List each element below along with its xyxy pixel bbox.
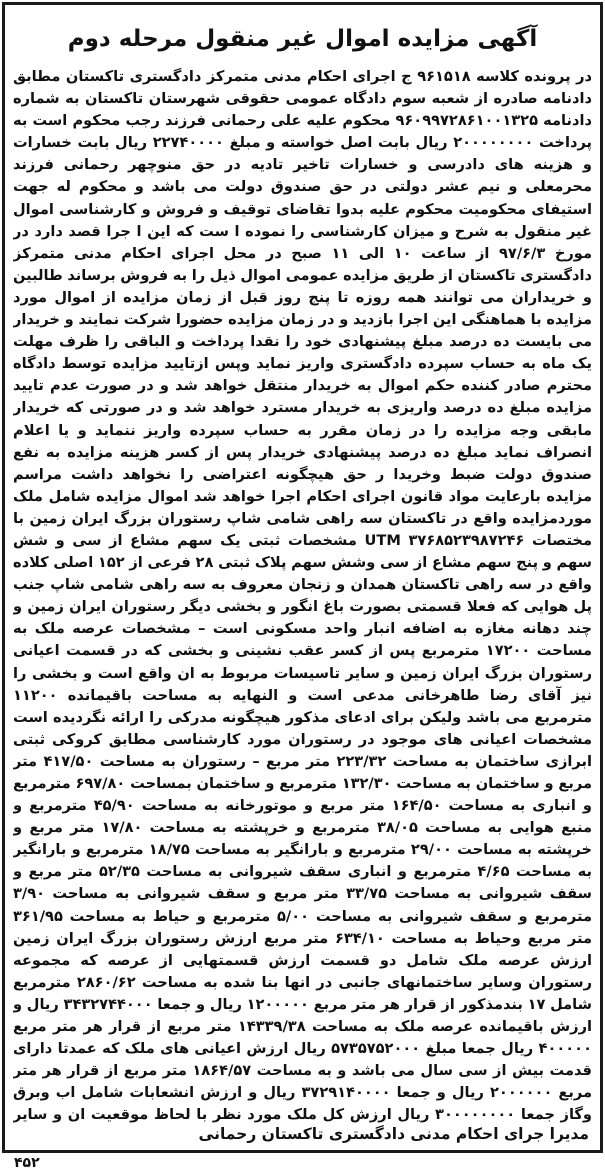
- page-number: ۴۵۲: [14, 1155, 40, 1171]
- notice-signature: مدیرا جرای احکام مدنی دادگستری تاکستان رحمانی: [198, 1125, 589, 1143]
- notice-body: در پرونده کلاسه ۹۶۱۵۱۸ ج اجرای احکام مدنی متمرکز دادگستری تاکستان مطابق دادنامه صادره از شعبه سوم دادگاه عمومی حقوقی شهرستان تاکستان به شماره دادنامه ۹۶۰۹۹۷۲۸۶۱۰۰۱۳۲۵ محکوم علیه علی رحمانی فرزند رجب محکوم است به پرداخت ۲۰۰۰۰۰۰۰۰ ریال بابت اصل خواسته و مبلغ ۲۲۷۴۰۰۰۰ ریال بابت خسارات و هزینه های دادرسی و خسارات تاخیر تادیه در حق منوچهر رحمانی فرزند محرمعلی و نیم عشر دولتی در حق صندوق دولت می باشد و محکوم له جهت استیفای محکومیت محکوم علیه بدوا تقاضای توقیف و فروش و کارشناسی اموال غیر منقول به شرح و میزان کارشناسی را نموده ا ست که این ا جرا قصد دارد در مورخ ۹۷/۶/۳ از ساعت ۱۰ الی ۱۱ صبح در محل اجرای احکام مدنی متمرکز دادگستری تاکستان از طریق مزایده عمومی اموال ذیل را به فروش برساند طالبین و خریداران می توانند همه روزه تا پنج روز قبل از زمان مزایده از اموال مورد مزایده با هماهنگی این اجرا بازدید و در زمان مزایده حضورا شرکت نمایند و خریدار می بایست ده درصد مبلغ پیشنهادی خود را نقدا پرداخت و الباقی را ظرف مهلت یک ماه به حساب سپرده دادگستری واریز نماید وپس ازتایید مزایده توسط دادگاه محترم صادر کننده حکم اموال به خریدار منتقل خواهد شد و در صورت عدم تایید مزایده مبلغ ده درصد واریزی به خریدار مسترد خواهد شد و در صورتی که خریدار مابقی وجه مزایده را در زمان مقرر به حساب سپرده واریز ننماید و یا اعلام انصراف نماید مبلغ ده درصد پیشنهادی خریدار پس از کسر هزینه مزایده به نفع صندوق دولت ضبط وخریدا ر حق هیچگونه اعتراضی را نخواهد داشت مراسم مزایده بارعایت مواد قانون اجرای احکام اجرا خواهد شد اموال مزایده شامل ملک موردمزایده واقع در تاکستان سه راهی شامی شاپ رستوران بزرگ ایران زمین با مختصات UTM ۳۷۶۸۵۲۳۹۸۷۲۴۶ مشخصات ثبتی یک سهم مشاع از سی و شش سهم و پنج سهم مشاع از سی وشش سهم پلاک ثبتی ۲۸ فرعی از ۱۵۲ اصلی کلاده واقع در سه راهی تاکستان همدان و زنجان معروف به سه راهی شامی شاپ جنب پل هوایی که فعلا قسمتی بصورت باغ انگور و بخشی دیگر رستوران ایران زمین و چند دهانه مغازه به اضافه انبار واحد مسکونی است – مشخصات عرصه ملک به مساحت ۱۷۲۰۰ مترمربع پس از کسر عقب نشینی و بخشی که در قسمت اعیانی رستوران بزرگ ایران زمین و سایر تاسیسات مربوط به ان واقع است و بخشی را نیز آقای رضا طاهرخانی مدعی است و النهایه به مساحت باقیمانده ۱۱۲۰۰ مترمربع می باشد ولیکن برای ادعای مذکور هیچگونه مدرکی را ارائه نگردیده است مشخصات اعیانی های موجود در رستوران مورد کارشناسی مطابق کروکی ثبتی ابرازی ساختمان به مساحت ۲۲۳/۳۲ متر مربع – رستوران به مساحت ۴۱۷/۵۰ متر مربع و ساختمان به مساحت ۱۳۲/۳۰ مترمربع و ساختمان بمساحت ۶۹۷/۸۰ مترمربع و انباری به مساحت ۱۶۴/۵۰ متر مربع و موتورخانه به مساحت ۴۵/۹۰ مترمربع و منبع هوایی به مساحت ۳۸/۰۵ مترمربع و خرپشته به مساحت ۱۷/۸۰ متر مربع و خرپشته به مساحت ۲۹/۰۰ مترمربع و بارانگیر به مساحت ۱۸/۷۵ مترمربع و بارانگیر به مساحت ۴/۶۵ مترمربع و انباری سقف شیروانی به مساحت ۵۲/۳۵ متر مربع و سقف شیروانی به مساحت ۳۳/۷۵ متر مربع و سقف شیروانی به مساحت ۳/۹۰ مترمربع و سقف شیروانی به مساحت ۵/۰۰ مترمربع و حیاط به مساحت ۳۶۱/۹۵ متر مربع وحیاط به مساحت ۶۳۴/۱۰ متر مربع ارزش رستوران بزرگ ایران زمین ارزش عرصه ملک شامل دو قسمت ارزش قسمتهایی از عرصه که مجموعه رستوران وسایر ساختمانهای جانبی در انها بنا شده به مساحت ۲۸۶۰/۶۲ مترمربع شامل ۱۷ بندمذکور از قرار هر متر مربع ۱۲۰۰۰۰۰ ریال و جمعا ۳۴۳۲۷۴۴۰۰۰ ریال و ارزش باقیمانده عرصه ملک به مساحت ۱۴۳۳۹/۳۸ متر مربع از قرار هر متر مربع ۴۰۰۰۰۰ ریال جمعا مبلغ ۵۷۳۵۷۵۲۰۰۰ ریال ارزش اعیانی های ملک که عمدتا دارای قدمت بیش از سی سال می باشد و به مساحت ۱۸۶۴/۵۷ متر مربع از قرار هر متر مربع ۲۰۰۰۰۰۰ ریال و جمعا ۳۷۲۹۱۴۰۰۰۰ ریال و ارزش انشعابات شامل اب وبرق وگاز جمعا ۳۰۰۰۰۰۰۰۰ ریال ارزش کل ملک مورد نظر با لحاظ موقعیت ان و سایر: [13, 68, 592, 1124]
- notice-title: آگهی مزایده اموال غیر منقول مرحله دوم: [67, 26, 538, 52]
